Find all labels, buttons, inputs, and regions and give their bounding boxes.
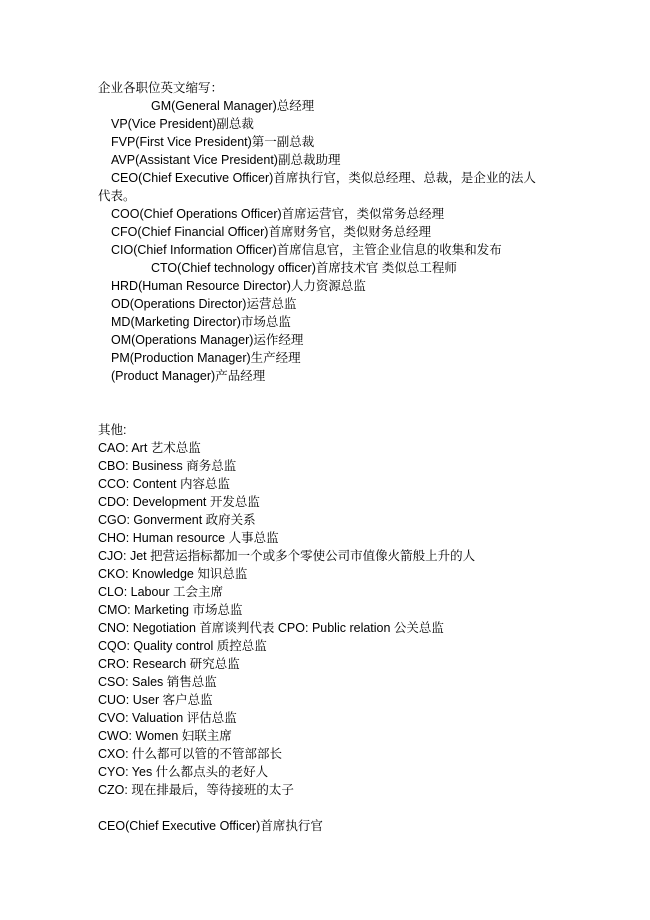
position-om: OM(Operations Manager)运作经理	[111, 333, 304, 347]
position-cfo: CFO(Chief Financial Officer)首席财务官，类似财务总经理	[111, 225, 431, 239]
position-vp: VP(Vice President)副总裁	[111, 117, 254, 131]
others-cwo: CWO: Women 妇联主席	[98, 729, 232, 743]
position-avp: AVP(Assistant Vice President)副总裁助理	[111, 153, 341, 167]
position-hrd: HRD(Human Resource Director)人力资源总监	[111, 279, 366, 293]
others-cho: CHO: Human resource 人事总监	[98, 531, 279, 545]
footer-ceo: CEO(Chief Executive Officer)首席执行官	[98, 819, 323, 833]
others-cmo: CMO: Marketing 市场总监	[98, 603, 243, 617]
others-cuo: CUO: User 客户总监	[98, 693, 213, 707]
others-cjo: CJO: Jet 把营运指标都加一个或多个零使公司市值像火箭般上升的人	[98, 549, 476, 563]
position-pm: PM(Production Manager)生产经理	[111, 351, 301, 365]
document-heading: 企业各职位英文缩写：	[98, 81, 224, 95]
others-cao: CAO: Art 艺术总监	[98, 441, 201, 455]
others-cgo: CGO: Gonverment 政府关系	[98, 513, 256, 527]
position-md: MD(Marketing Director)市场总监	[111, 315, 291, 329]
position-cio: CIO(Chief Information Officer)首席信息官，主管企业信息的收集和发布	[111, 243, 502, 257]
position-cto: CTO(Chief technology officer)首席技术官 类似总工程师	[151, 261, 457, 275]
position-product-manager: (Product Manager)产品经理	[111, 369, 266, 383]
others-heading: 其他:	[98, 423, 127, 437]
position-coo: COO(Chief Operations Officer)首席运营官，类似常务总经理	[111, 207, 445, 221]
position-gm: GM(General Manager)总经理	[151, 99, 315, 113]
others-cno-cpo: CNO: Negotiation 首席谈判代表 CPO: Public relation 公关总监	[98, 621, 444, 635]
others-cvo: CVO: Valuation 评估总监	[98, 711, 237, 725]
others-cyo: CYO: Yes 什么都点头的老好人	[98, 765, 269, 779]
position-ceo: CEO(Chief Executive Officer)首席执行官，类似总经理、总裁，是企业的法人	[111, 171, 536, 185]
others-cqo: CQO: Quality control 质控总监	[98, 639, 267, 653]
others-czo: CZO: 现在排最后，等待接班的太子	[98, 783, 294, 797]
others-cbo: CBO: Business 商务总监	[98, 459, 237, 473]
others-cxo: CXO: 什么都可以管的不管部部长	[98, 747, 283, 761]
others-cko: CKO: Knowledge 知识总监	[98, 567, 248, 581]
others-clo: CLO: Labour 工会主席	[98, 585, 224, 599]
position-fvp: FVP(First Vice President)第一副总裁	[111, 135, 315, 149]
others-cso: CSO: Sales 销售总监	[98, 675, 217, 689]
others-cro: CRO: Research 研究总监	[98, 657, 240, 671]
others-cdo: CDO: Development 开发总监	[98, 495, 260, 509]
position-od: OD(Operations Director)运营总监	[111, 297, 297, 311]
position-ceo-continued: 代表。	[98, 189, 136, 203]
others-cco: CCO: Content 内容总监	[98, 477, 230, 491]
